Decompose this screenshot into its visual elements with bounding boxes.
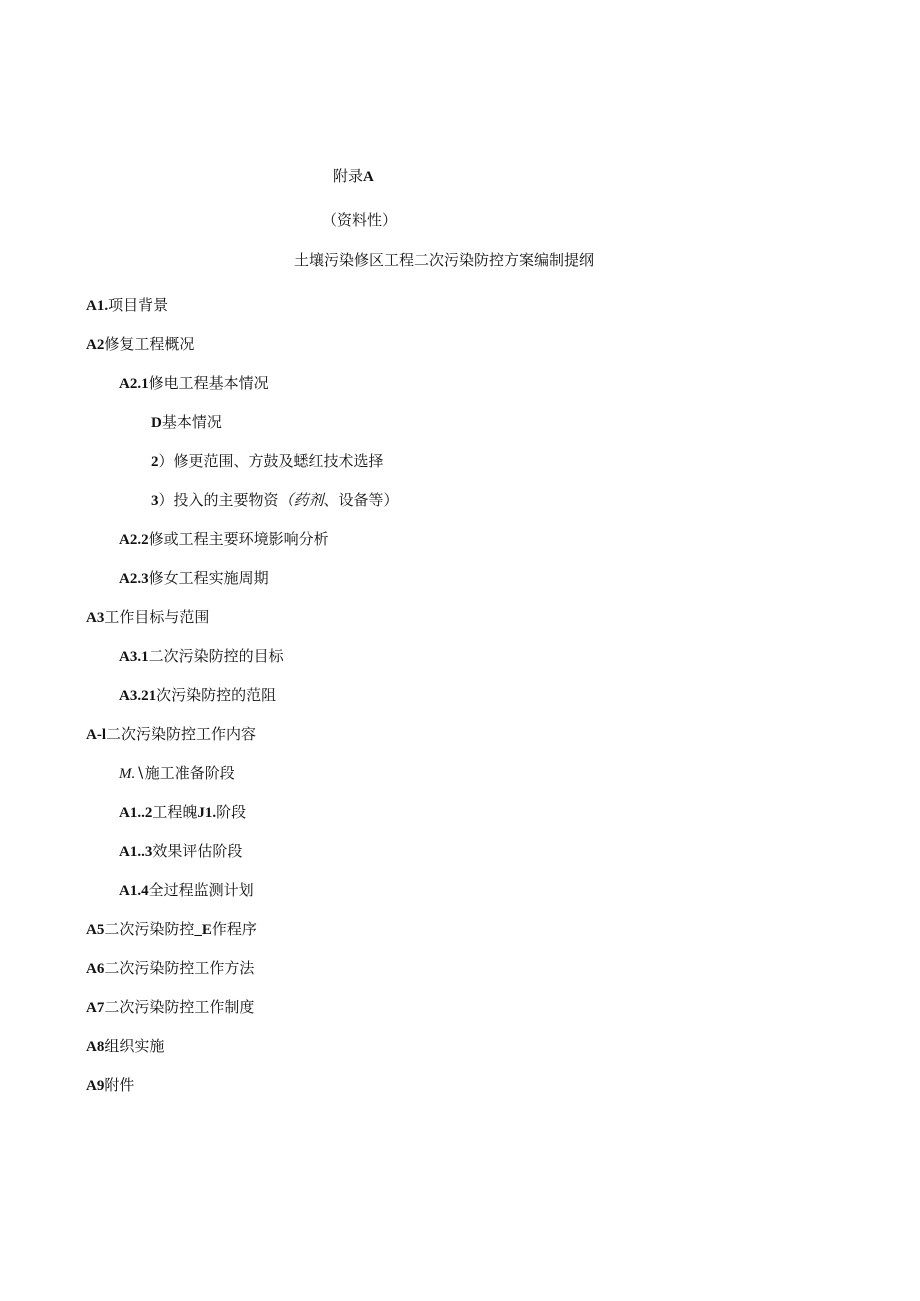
- section-code-inline: J1.: [197, 805, 217, 821]
- outline-item-a2-1: [119, 373, 269, 394]
- section-code: A8: [86, 1039, 105, 1055]
- section-code: D: [151, 415, 162, 431]
- document-title: 土壤污染修区工程二次污染防控方案编制提纲: [294, 251, 595, 269]
- outline-item-a2-1-2: [151, 451, 384, 472]
- section-text: 二次污染防控工作方法: [104, 959, 255, 977]
- section-text: 组织实施: [104, 1037, 165, 1055]
- section-code: A2.3: [119, 571, 149, 587]
- section-text: 工作目标与范围: [104, 608, 210, 626]
- section-text: 修女工程实施周期: [148, 569, 269, 587]
- section-text: 全过程监测计划: [148, 881, 254, 899]
- section-code: A3.1: [119, 649, 149, 665]
- section-text: 效果评估阶段: [152, 842, 243, 860]
- section-code: M.: [119, 766, 136, 782]
- outline-item-a4-1: [119, 763, 235, 784]
- section-text: ∖施工准备阶段: [135, 764, 235, 782]
- section-text: 修或工程主要环境影响分析: [148, 530, 329, 548]
- section-code: A2.2: [119, 532, 149, 548]
- outline-item-a9: [86, 1075, 134, 1096]
- section-code: 2: [151, 454, 159, 470]
- outline-item-a8: [86, 1036, 164, 1057]
- outline-item-a3-1: [119, 646, 284, 667]
- outline-item-a6: [86, 958, 254, 979]
- section-code: A6: [86, 961, 105, 977]
- section-code: A9: [86, 1078, 105, 1094]
- outline-item-a2-3: [119, 568, 269, 589]
- section-code: A1.: [86, 298, 109, 314]
- appendix-letter: A: [363, 169, 374, 185]
- outline-item-a2: [86, 334, 194, 355]
- section-text: 项目背景: [108, 296, 169, 314]
- section-code: A7: [86, 1000, 105, 1016]
- outline-item-a2-1-1: [151, 412, 222, 433]
- outline-item-a4: [86, 724, 256, 745]
- outline-item-a4-4: [119, 880, 254, 901]
- section-code: A3: [86, 610, 105, 626]
- section-text: 工程魄: [152, 803, 198, 821]
- outline-item-a3-2: [119, 685, 276, 706]
- section-text: 修复工程概况: [104, 335, 195, 353]
- section-text: 次污染防控的范阻: [156, 686, 277, 704]
- section-text: 基本情况: [161, 413, 222, 431]
- section-code: A1..3: [119, 844, 153, 860]
- outline-item-a4-2: [119, 802, 246, 823]
- section-text: ）修更范围、方鼓及蟋红技术选择: [158, 452, 384, 470]
- outline-item-a4-3: [119, 841, 242, 862]
- outline-item-a3: [86, 607, 209, 628]
- section-text: 二次污染防控: [104, 920, 195, 938]
- section-code: 3: [151, 493, 159, 509]
- outline-item-a2-1-3: [151, 490, 399, 511]
- section-code: A2: [86, 337, 105, 353]
- appendix-prefix: 附录: [333, 167, 364, 185]
- section-code-inline: _E: [194, 922, 212, 938]
- section-code: A1..2: [119, 805, 153, 821]
- section-code: A5: [86, 922, 105, 938]
- section-code: A3.21: [119, 688, 157, 704]
- section-text: 二次污染防控工作制度: [104, 998, 255, 1016]
- section-code: A2.1: [119, 376, 149, 392]
- section-text: ）投入的主要物资: [158, 491, 279, 509]
- outline-item-a1: [86, 295, 168, 316]
- section-text-tail: 、设备等）: [323, 491, 399, 509]
- section-code: A-l: [86, 727, 106, 743]
- section-text: 二次污染防控的目标: [148, 647, 284, 665]
- outline-item-a2-2: [119, 529, 329, 550]
- section-code: A1.4: [119, 883, 149, 899]
- section-text: 二次污染防控工作内容: [106, 725, 257, 743]
- section-text-italic: （药剂: [278, 491, 324, 509]
- section-text-tail: 作程序: [211, 920, 257, 938]
- section-text-tail: 阶段: [216, 803, 247, 821]
- appendix-note: （资料性）: [322, 211, 398, 229]
- outline-item-a7: [86, 997, 254, 1018]
- section-text: 修电工程基本情况: [148, 374, 269, 392]
- outline-item-a5: [86, 919, 257, 940]
- section-text: 附件: [104, 1076, 135, 1094]
